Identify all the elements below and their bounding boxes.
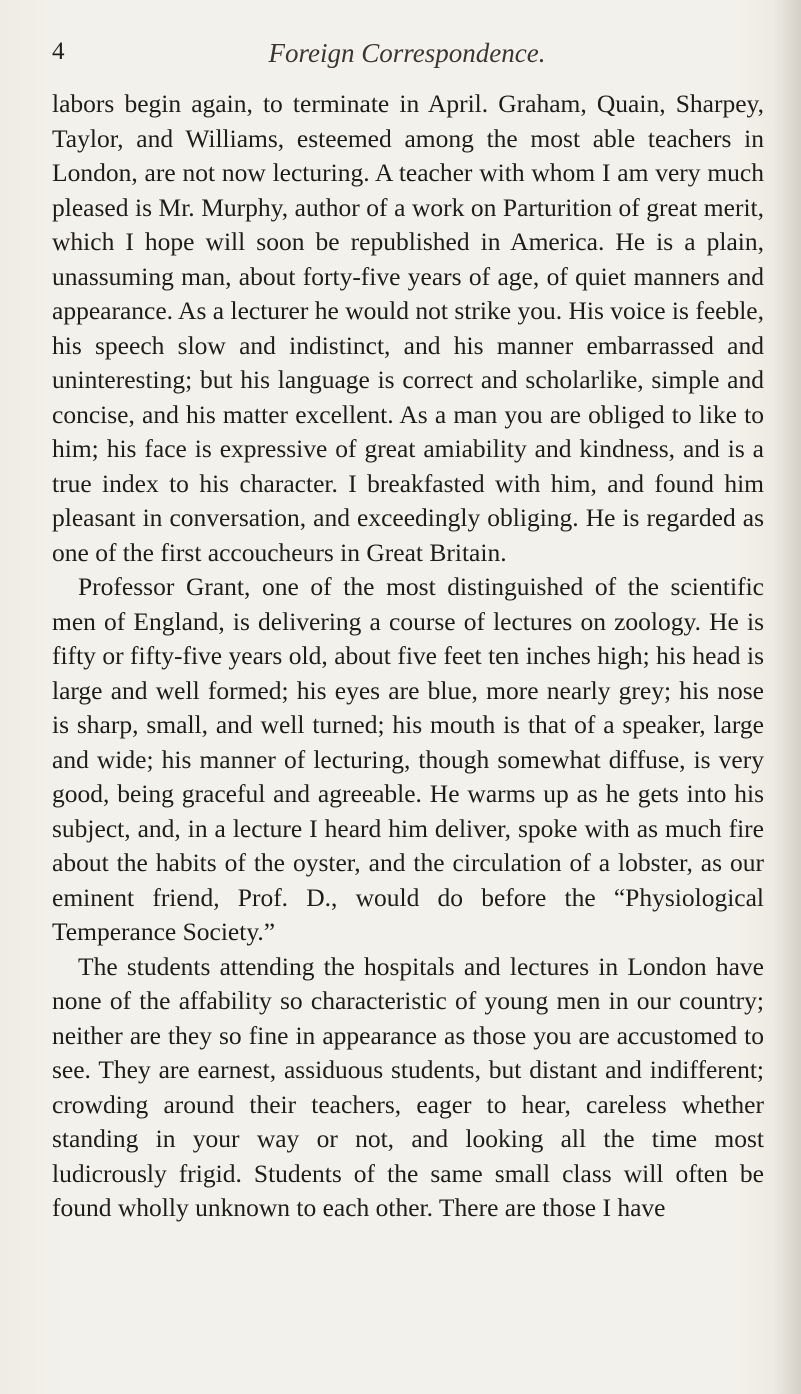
paragraph-continued: labors begin again, to terminate in April. Graham, Quain, Sharpey, Taylor, and Williams, esteemed among the most able teachers in London, are not now lecturing. A teacher with whom I am very much pleased is Mr. Murphy, author of a work on Parturition of great merit, which I hope will soon be republished in America. He is a plain, unassuming man, about forty-five years of age, of quiet manners and appearance. As a lecturer he would not strike you. His voice is feeble, his speech slow and indistinct, and his manner embarrassed and uninteresting; but his language is correct and scholarlike, simple and concise, and his matter excellent. As a man you are obliged to like to him; his face is expressive of great amiability and kindness, and is a true index to his character. I breakfasted with him, and found him pleasant in conversation, and exceedingly obliging. He is regarded as one of the first accoucheurs in Great Britain. <box>52 89 764 567</box>
paragraph-professor-grant: Professor Grant, one of the most distinguished of the scientific men of England, is delivering a course of lectures on zoology. He is fifty or fifty-five years old, about five feet ten inches high; his head is large and well formed; his eyes are blue, more nearly grey; his nose is sharp, small, and well turned; his mouth is that of a speaker, large and wide; his manner of lecturing, though somewhat diffuse, is very good, being graceful and agreeable. He warms up as he gets into his subject, and, in a lecture I heard him deliver, spoke with as much fire about the habits of the oyster, and the circulation of a lobster, as our eminent friend, Prof. D., would do before the “Physiological Temperance Society.” <box>52 572 764 946</box>
body-text <box>52 87 764 1226</box>
page-number: 4 <box>52 38 65 65</box>
page-edge-shadow <box>773 0 801 1394</box>
running-head <box>52 38 762 78</box>
paragraph-students: The students attending the hospitals and lectures in London have none of the affability so characteristic of young men in our country; neither are they so fine in appearance as those you are accustomed to see. They are earnest, assiduous students, but distant and indifferent; crowding around their teachers, eager to hear, careless whether standing in your way or not, and looking all the time most ludicrously frigid. Students of the same small class will often be found wholly unknown to each other. There are those I have <box>52 951 764 1222</box>
running-title: Foreign Correspondence. <box>268 38 546 68</box>
